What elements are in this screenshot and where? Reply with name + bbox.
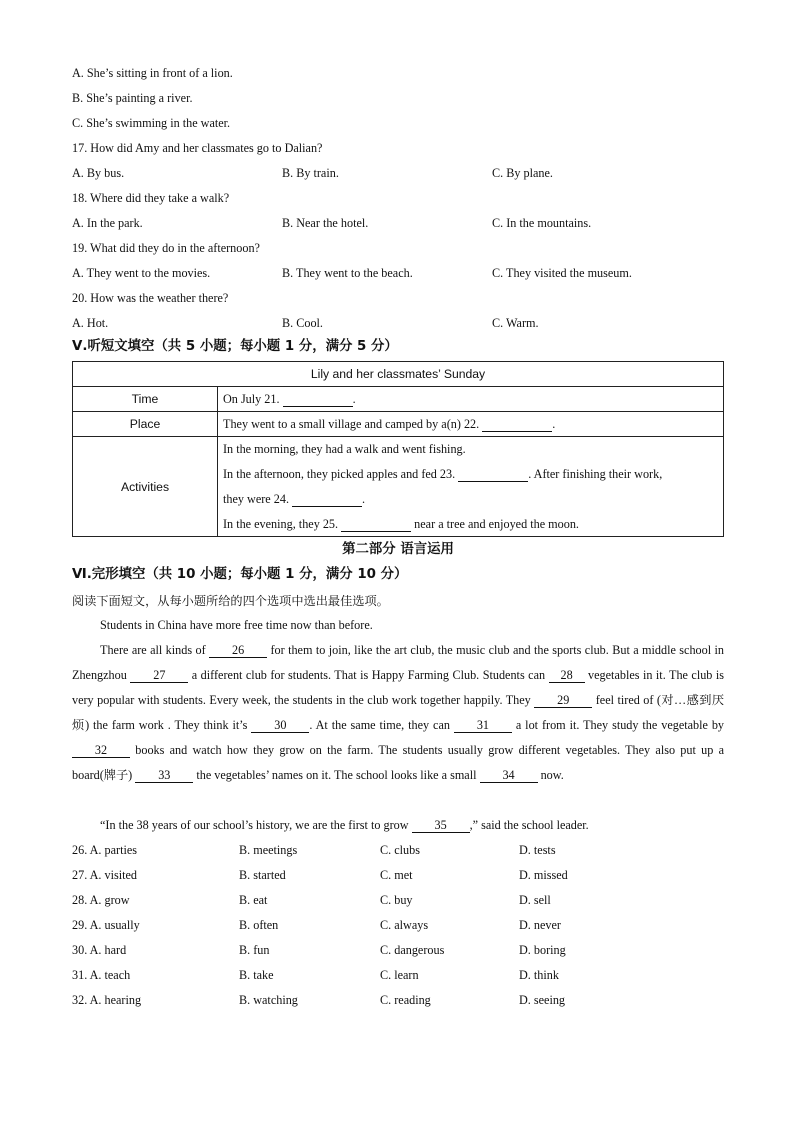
cloze-option-d: D. tests: [519, 843, 556, 857]
question-19: 19. What did they do in the afternoon?: [72, 241, 260, 255]
place-text: They went to a small village and camped by a(n) 22.: [223, 417, 480, 431]
q19-option-c: C. They visited the museum.: [492, 266, 632, 280]
cloze-blank-34[interactable]: 34: [480, 768, 538, 783]
cloze-option-c: C. always: [380, 918, 429, 932]
q18-option-a: A. In the park.: [72, 216, 143, 230]
table-title: Lily and her classmates’ Sunday: [310, 367, 486, 381]
cloze-option-b: B. watching: [239, 993, 298, 1007]
cloze-option-d: D. boring: [519, 943, 566, 957]
q18-option-b: B. Near the hotel.: [282, 216, 369, 230]
blank-25[interactable]: [341, 517, 411, 532]
table-row-activities: [73, 436, 723, 536]
place-cell: They went to a small village and camped by a(n) 22. .: [223, 417, 556, 431]
table-row-time: [73, 386, 723, 411]
part-2-title: 第二部分 语言运用: [342, 542, 454, 557]
q16-option-a: A. She’s sitting in front of a lion.: [72, 66, 233, 80]
q16-option-b: B. She’s painting a river.: [72, 91, 193, 105]
cloze-option-c: C. dangerous: [380, 943, 445, 957]
section-5-heading: Ⅴ.听短文填空（共 5 小题；每小题 1 分，满分 5 分）: [72, 339, 398, 354]
cloze-option-c: C. buy: [380, 893, 413, 907]
cloze-blank-26[interactable]: 26: [209, 643, 267, 658]
cloze-question-option-a: 28. A. grow: [72, 893, 130, 907]
section-6-heading: Ⅵ.完形填空（共 10 小题；每小题 1 分，满分 10 分）: [72, 567, 408, 582]
listening-table: [72, 361, 724, 537]
cloze-option-d: D. seeing: [519, 993, 566, 1007]
cloze-option-c: C. met: [380, 868, 413, 882]
cloze-question-option-a: 26. A. parties: [72, 843, 137, 857]
q20-option-a: A. Hot.: [72, 316, 109, 330]
activities-cell: [223, 437, 719, 536]
time-cell: On July 21. .: [223, 392, 356, 406]
cloze-question-option-a: 27. A. visited: [72, 868, 138, 882]
cloze-instruction: 阅读下面短文，从每小题所给的四个选项中选出最佳选项。: [72, 594, 389, 608]
q18-option-c: C. In the mountains.: [492, 216, 592, 230]
blank-24[interactable]: [292, 492, 362, 507]
question-18: 18. Where did they take a walk?: [72, 191, 230, 205]
cloze-option-d: D. sell: [519, 893, 551, 907]
passage-paragraph-3: “In the 38 years of our school’s history, we are the first to grow 35 ,” said the school leader.: [100, 818, 589, 832]
cloze-option-c: C. reading: [380, 993, 431, 1007]
cloze-question-option-a: 29. A. usually: [72, 918, 140, 932]
q17-option-b: B. By train.: [282, 166, 339, 180]
cloze-option-b: B. fun: [239, 943, 270, 957]
cloze-blank-27[interactable]: 27: [130, 668, 188, 683]
time-label: Time: [73, 387, 218, 411]
q16-option-c: C. She’s swimming in the water.: [72, 116, 231, 130]
q19-option-a: A. They went to the movies.: [72, 266, 211, 280]
q19-option-b: B. They went to the beach.: [282, 266, 413, 280]
blank-23[interactable]: [458, 467, 528, 482]
cloze-question-option-a: 31. A. teach: [72, 968, 131, 982]
cloze-blank-29[interactable]: 29: [534, 693, 592, 708]
cloze-option-d: D. think: [519, 968, 559, 982]
cloze-option-d: D. never: [519, 918, 561, 932]
question-17: 17. How did Amy and her classmates go to Dalian?: [72, 141, 323, 155]
activity-afternoon-cont: they were 24. .: [223, 492, 366, 506]
activities-label: Activities: [73, 437, 218, 536]
q17-option-a: A. By bus.: [72, 166, 125, 180]
time-text: On July 21.: [223, 392, 280, 406]
place-label: Place: [73, 412, 218, 436]
table-row-place: [73, 411, 723, 436]
activity-afternoon: In the afternoon, they picked apples and fed 23. . After finishing their work,: [223, 467, 663, 481]
cloze-option-b: B. take: [239, 968, 274, 982]
cloze-option-c: C. clubs: [380, 843, 420, 857]
passage-paragraph-1: Students in China have more free time now than before.: [100, 618, 373, 632]
cloze-option-b: B. eat: [239, 893, 268, 907]
cloze-blank-35[interactable]: 35: [412, 818, 470, 833]
cloze-blank-28[interactable]: 28: [549, 668, 585, 683]
cloze-blank-31[interactable]: 31: [454, 718, 512, 733]
cloze-blank-30[interactable]: 30: [251, 718, 309, 733]
q20-option-b: B. Cool.: [282, 316, 323, 330]
cloze-question-option-a: 30. A. hard: [72, 943, 127, 957]
cloze-option-c: C. learn: [380, 968, 419, 982]
q17-option-c: C. By plane.: [492, 166, 553, 180]
cloze-option-b: B. meetings: [239, 843, 298, 857]
cloze-blank-32[interactable]: 32: [72, 743, 130, 758]
question-20: 20. How was the weather there?: [72, 291, 229, 305]
q20-option-c: C. Warm.: [492, 316, 539, 330]
cloze-option-b: B. started: [239, 868, 286, 882]
activity-evening: In the evening, they 25. near a tree and enjoyed the moon.: [223, 517, 579, 531]
blank-22[interactable]: [482, 417, 552, 432]
activity-morning: In the morning, they had a walk and went fishing.: [223, 442, 466, 456]
cloze-question-option-a: 32. A. hearing: [72, 993, 142, 1007]
cloze-option-d: D. missed: [519, 868, 568, 882]
cloze-option-b: B. often: [239, 918, 279, 932]
cloze-blank-33[interactable]: 33: [135, 768, 193, 783]
passage-paragraph-2: There are all kinds of 26 for them to join, like the art club, the music club and the sports club. But a middle school in Zhengzhou 27 a different club for students. That is Happy Farming Club. Students can 28 vegetables in it. The club is very popular with students. Every week, the students in the club work together happily. They 29 feel tired of (对…感到厌烦) the farm work . They think it’s 30 . At the same time, they can 31 a lot from it. They study the vegetable by 32 books and watch how they grow on the farm. The students usually grow different vegetables. They also put up a board(牌子) 33 the vegetables’ names on it. The school looks like a small 34 now.: [72, 643, 725, 782]
table-title-row: [73, 362, 723, 386]
blank-21[interactable]: [283, 392, 353, 407]
